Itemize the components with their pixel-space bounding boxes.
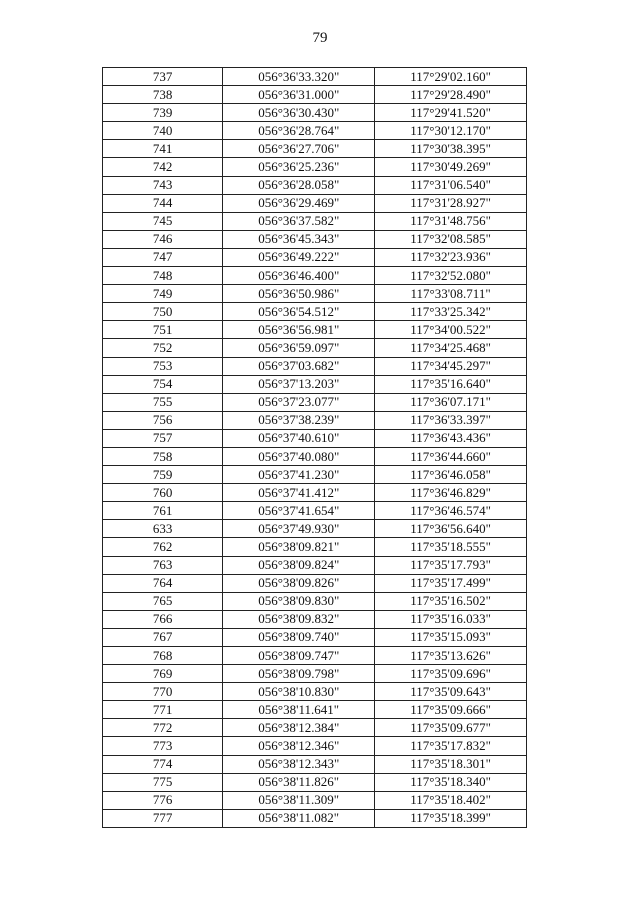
table-row [103, 791, 527, 809]
point-number-cell: 759 [103, 466, 223, 484]
point-number-cell: 775 [103, 773, 223, 791]
point-number-cell: 773 [103, 737, 223, 755]
longitude-cell: 117°32'23.936" [375, 248, 527, 266]
longitude-cell: 117°29'41.520" [375, 104, 527, 122]
latitude-cell: 056°36'33.320" [223, 68, 375, 86]
longitude-cell: 117°31'28.927" [375, 194, 527, 212]
longitude-cell: 117°35'16.640" [375, 375, 527, 393]
latitude-cell: 056°38'09.747" [223, 647, 375, 665]
point-number-cell: 769 [103, 665, 223, 683]
table-row [103, 737, 527, 755]
table-row [103, 574, 527, 592]
latitude-cell: 056°38'11.082" [223, 809, 375, 827]
point-number-cell: 742 [103, 158, 223, 176]
table-row [103, 375, 527, 393]
latitude-cell: 056°36'28.058" [223, 176, 375, 194]
longitude-cell: 117°35'18.402" [375, 791, 527, 809]
longitude-cell: 117°33'08.711" [375, 285, 527, 303]
longitude-cell: 117°29'28.490" [375, 86, 527, 104]
longitude-cell: 117°35'09.677" [375, 719, 527, 737]
longitude-cell: 117°35'18.301" [375, 755, 527, 773]
point-number-cell: 753 [103, 357, 223, 375]
latitude-cell: 056°38'09.824" [223, 556, 375, 574]
latitude-cell: 056°38'11.826" [223, 773, 375, 791]
point-number-cell: 757 [103, 429, 223, 447]
table-row [103, 556, 527, 574]
longitude-cell: 117°36'46.058" [375, 466, 527, 484]
table-row [103, 212, 527, 230]
point-number-cell: 758 [103, 447, 223, 465]
point-number-cell: 771 [103, 701, 223, 719]
longitude-cell: 117°36'07.171" [375, 393, 527, 411]
latitude-cell: 056°36'54.512" [223, 303, 375, 321]
longitude-cell: 117°33'25.342" [375, 303, 527, 321]
table-row [103, 303, 527, 321]
latitude-cell: 056°36'49.222" [223, 248, 375, 266]
latitude-cell: 056°38'10.830" [223, 683, 375, 701]
latitude-cell: 056°38'09.826" [223, 574, 375, 592]
latitude-cell: 056°36'31.000" [223, 86, 375, 104]
longitude-cell: 117°35'13.626" [375, 647, 527, 665]
page-number: 79 [312, 30, 328, 46]
point-number-cell: 633 [103, 520, 223, 538]
point-number-cell: 768 [103, 647, 223, 665]
point-number-cell: 739 [103, 104, 223, 122]
latitude-cell: 056°38'09.830" [223, 592, 375, 610]
table-row [103, 248, 527, 266]
longitude-cell: 117°36'46.574" [375, 502, 527, 520]
latitude-cell: 056°37'38.239" [223, 411, 375, 429]
longitude-cell: 117°35'18.555" [375, 538, 527, 556]
latitude-cell: 056°38'12.384" [223, 719, 375, 737]
table-row [103, 628, 527, 646]
longitude-cell: 117°35'15.093" [375, 628, 527, 646]
longitude-cell: 117°34'45.297" [375, 357, 527, 375]
point-number-cell: 770 [103, 683, 223, 701]
longitude-cell: 117°34'00.522" [375, 321, 527, 339]
table-row [103, 520, 527, 538]
point-number-cell: 760 [103, 484, 223, 502]
table-row [103, 447, 527, 465]
point-number-cell: 751 [103, 321, 223, 339]
latitude-cell: 056°37'41.230" [223, 466, 375, 484]
latitude-cell: 056°38'09.798" [223, 665, 375, 683]
point-number-cell: 765 [103, 592, 223, 610]
table-row [103, 86, 527, 104]
table-row [103, 194, 527, 212]
latitude-cell: 056°36'45.343" [223, 230, 375, 248]
point-number-cell: 747 [103, 248, 223, 266]
table-row [103, 809, 527, 827]
latitude-cell: 056°38'12.346" [223, 737, 375, 755]
table-row [103, 683, 527, 701]
table-row [103, 647, 527, 665]
coordinates-table [102, 67, 527, 828]
table-row [103, 755, 527, 773]
longitude-cell: 117°35'17.793" [375, 556, 527, 574]
point-number-cell: 755 [103, 393, 223, 411]
point-number-cell: 756 [103, 411, 223, 429]
table-row [103, 592, 527, 610]
latitude-cell: 056°37'49.930" [223, 520, 375, 538]
point-number-cell: 772 [103, 719, 223, 737]
table-row [103, 466, 527, 484]
table-row [103, 502, 527, 520]
latitude-cell: 056°37'13.203" [223, 375, 375, 393]
table-row [103, 538, 527, 556]
latitude-cell: 056°37'23.077" [223, 393, 375, 411]
latitude-cell: 056°38'09.740" [223, 628, 375, 646]
latitude-cell: 056°37'03.682" [223, 357, 375, 375]
latitude-cell: 056°36'56.981" [223, 321, 375, 339]
latitude-cell: 056°36'59.097" [223, 339, 375, 357]
longitude-cell: 117°32'52.080" [375, 267, 527, 285]
longitude-cell: 117°36'56.640" [375, 520, 527, 538]
point-number-cell: 749 [103, 285, 223, 303]
longitude-cell: 117°30'38.395" [375, 140, 527, 158]
latitude-cell: 056°37'40.080" [223, 447, 375, 465]
longitude-cell: 117°32'08.585" [375, 230, 527, 248]
latitude-cell: 056°36'29.469" [223, 194, 375, 212]
table-row [103, 267, 527, 285]
coordinates-table-body [103, 68, 527, 828]
longitude-cell: 117°35'16.502" [375, 592, 527, 610]
point-number-cell: 750 [103, 303, 223, 321]
table-row [103, 122, 527, 140]
point-number-cell: 746 [103, 230, 223, 248]
latitude-cell: 056°38'11.309" [223, 791, 375, 809]
point-number-cell: 762 [103, 538, 223, 556]
longitude-cell: 117°35'17.499" [375, 574, 527, 592]
point-number-cell: 777 [103, 809, 223, 827]
table-row [103, 773, 527, 791]
table-row [103, 285, 527, 303]
latitude-cell: 056°36'37.582" [223, 212, 375, 230]
latitude-cell: 056°36'25.236" [223, 158, 375, 176]
longitude-cell: 117°31'06.540" [375, 176, 527, 194]
table-row [103, 484, 527, 502]
latitude-cell: 056°38'12.343" [223, 755, 375, 773]
table-row [103, 411, 527, 429]
longitude-cell: 117°35'09.666" [375, 701, 527, 719]
point-number-cell: 744 [103, 194, 223, 212]
latitude-cell: 056°38'09.832" [223, 610, 375, 628]
latitude-cell: 056°38'11.641" [223, 701, 375, 719]
point-number-cell: 763 [103, 556, 223, 574]
point-number-cell: 745 [103, 212, 223, 230]
point-number-cell: 776 [103, 791, 223, 809]
longitude-cell: 117°35'18.399" [375, 809, 527, 827]
table-row [103, 176, 527, 194]
latitude-cell: 056°36'30.430" [223, 104, 375, 122]
latitude-cell: 056°36'46.400" [223, 267, 375, 285]
longitude-cell: 117°35'16.033" [375, 610, 527, 628]
table-row [103, 339, 527, 357]
point-number-cell: 738 [103, 86, 223, 104]
table-row [103, 665, 527, 683]
point-number-cell: 767 [103, 628, 223, 646]
longitude-cell: 117°35'09.696" [375, 665, 527, 683]
longitude-cell: 117°30'12.170" [375, 122, 527, 140]
table-row [103, 701, 527, 719]
table-row [103, 140, 527, 158]
point-number-cell: 748 [103, 267, 223, 285]
point-number-cell: 774 [103, 755, 223, 773]
table-row [103, 68, 527, 86]
point-number-cell: 752 [103, 339, 223, 357]
table-row [103, 357, 527, 375]
table-row [103, 230, 527, 248]
table-row [103, 158, 527, 176]
longitude-cell: 117°29'02.160" [375, 68, 527, 86]
longitude-cell: 117°35'17.832" [375, 737, 527, 755]
latitude-cell: 056°37'40.610" [223, 429, 375, 447]
longitude-cell: 117°35'09.643" [375, 683, 527, 701]
point-number-cell: 737 [103, 68, 223, 86]
longitude-cell: 117°36'44.660" [375, 447, 527, 465]
point-number-cell: 764 [103, 574, 223, 592]
table-row [103, 321, 527, 339]
latitude-cell: 056°36'27.706" [223, 140, 375, 158]
point-number-cell: 740 [103, 122, 223, 140]
table-row [103, 393, 527, 411]
latitude-cell: 056°36'28.764" [223, 122, 375, 140]
longitude-cell: 117°36'43.436" [375, 429, 527, 447]
table-row [103, 429, 527, 447]
longitude-cell: 117°36'46.829" [375, 484, 527, 502]
point-number-cell: 761 [103, 502, 223, 520]
latitude-cell: 056°36'50.986" [223, 285, 375, 303]
longitude-cell: 117°36'33.397" [375, 411, 527, 429]
point-number-cell: 754 [103, 375, 223, 393]
point-number-cell: 741 [103, 140, 223, 158]
table-row [103, 719, 527, 737]
longitude-cell: 117°31'48.756" [375, 212, 527, 230]
longitude-cell: 117°30'49.269" [375, 158, 527, 176]
longitude-cell: 117°34'25.468" [375, 339, 527, 357]
longitude-cell: 117°35'18.340" [375, 773, 527, 791]
latitude-cell: 056°37'41.654" [223, 502, 375, 520]
latitude-cell: 056°37'41.412" [223, 484, 375, 502]
point-number-cell: 766 [103, 610, 223, 628]
latitude-cell: 056°38'09.821" [223, 538, 375, 556]
point-number-cell: 743 [103, 176, 223, 194]
table-row [103, 104, 527, 122]
table-row [103, 610, 527, 628]
